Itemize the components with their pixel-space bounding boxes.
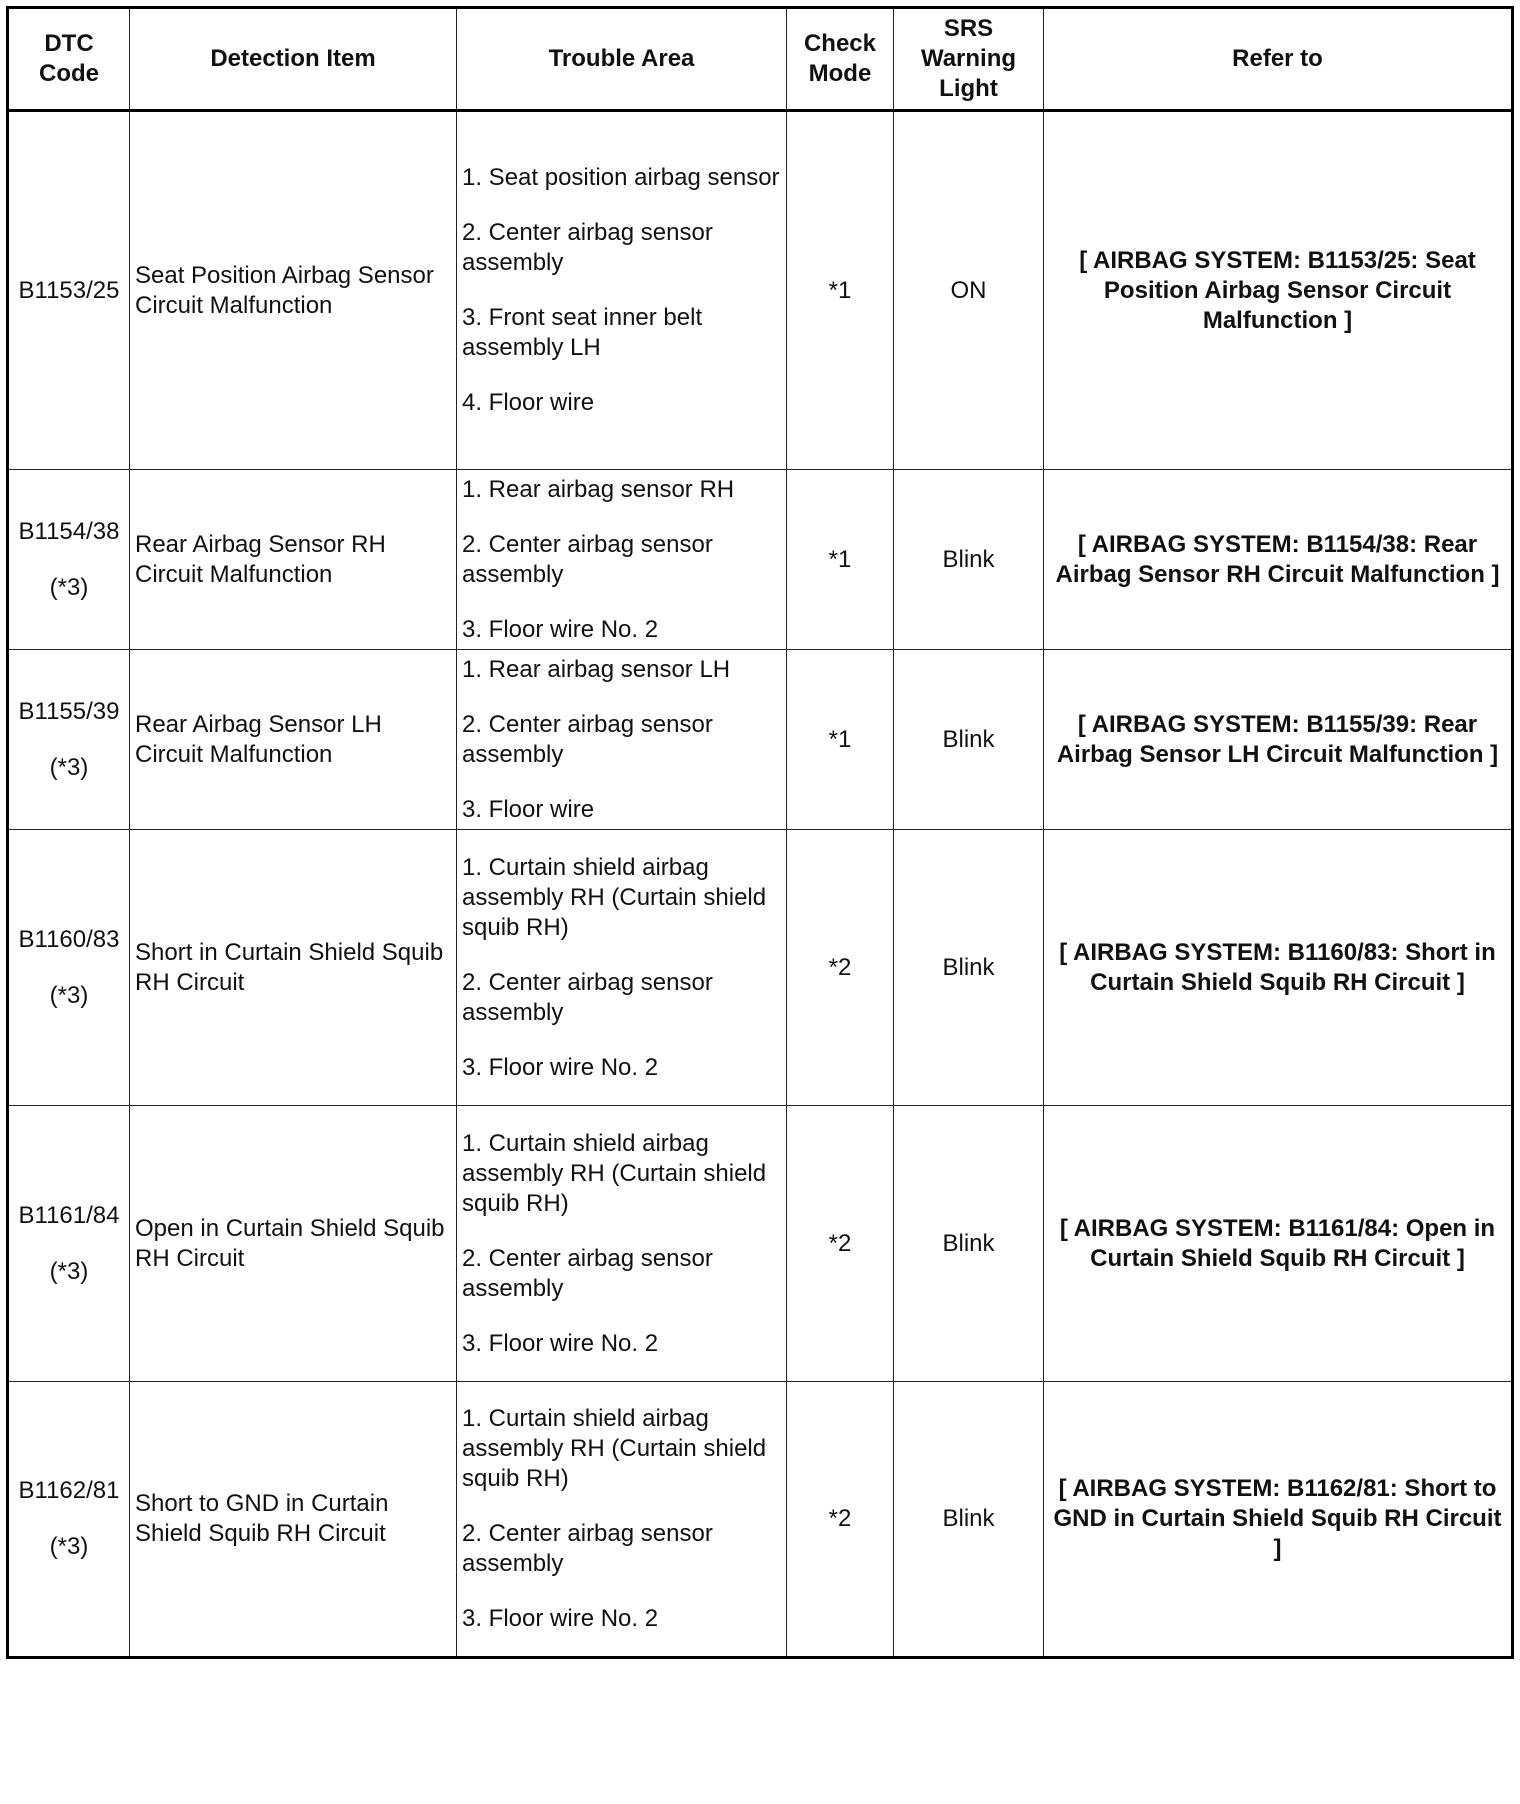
header-refer-to: Refer to xyxy=(1044,8,1513,111)
table-row xyxy=(8,111,1513,470)
srs-warning-light: Blink xyxy=(894,650,1044,830)
refer-to-link[interactable]: [ AIRBAG SYSTEM: B1153/25: Seat Position Airbag Sensor Circuit Malfunction ] xyxy=(1044,111,1513,470)
table-row xyxy=(8,1382,1513,1658)
srs-warning-light: ON xyxy=(894,111,1044,470)
dtc-code: B1161/84 xyxy=(18,1201,120,1229)
dtc-code: B1162/81 xyxy=(18,1477,120,1504)
dtc-code-note: (*3) xyxy=(49,573,89,601)
table-body xyxy=(8,111,1513,1658)
refer-to-link[interactable]: [ AIRBAG SYSTEM: B1161/84: Open in Curtain Shield Squib RH Circuit ] xyxy=(1044,1106,1513,1382)
table-header-row xyxy=(8,8,1513,111)
trouble-area-cell xyxy=(457,470,787,650)
dtc-code-cell xyxy=(8,1382,130,1658)
trouble-area-step: 1. Curtain shield airbag assembly RH (Curtain shield squib RH) xyxy=(462,1405,767,1492)
dtc-code-note: (*3) xyxy=(49,1533,89,1560)
trouble-area-step: 3. Floor wire No. 2 xyxy=(462,615,659,643)
check-mode: *1 xyxy=(787,111,894,470)
detection-item: Short to GND in Curtain Shield Squib RH Circuit xyxy=(130,1382,457,1658)
trouble-area-step: 3. Front seat inner belt assembly LH xyxy=(462,304,703,361)
trouble-area-step: 3. Floor wire No. 2 xyxy=(462,1329,659,1357)
table-row xyxy=(8,830,1513,1106)
detection-item: Rear Airbag Sensor RH Circuit Malfunction xyxy=(130,470,457,650)
header-srs-warning-light: SRS Warning Light xyxy=(894,8,1044,111)
dtc-table xyxy=(6,6,1514,1659)
detection-item: Seat Position Airbag Sensor Circuit Malfunction xyxy=(130,111,457,470)
header-detection-item: Detection Item xyxy=(130,8,457,111)
dtc-code-note: (*3) xyxy=(49,981,89,1009)
trouble-area-step: 2. Center airbag sensor assembly xyxy=(462,968,713,1026)
dtc-code-note: (*3) xyxy=(49,1257,89,1285)
check-mode: *1 xyxy=(787,650,894,830)
srs-warning-light: Blink xyxy=(894,470,1044,650)
dtc-code-cell xyxy=(8,1106,130,1382)
trouble-area-step: 4. Floor wire xyxy=(462,389,595,416)
trouble-area-step: 1. Rear airbag sensor RH xyxy=(462,475,735,503)
table-row xyxy=(8,470,1513,650)
check-mode: *1 xyxy=(787,470,894,650)
trouble-area-step: 1. Seat position airbag sensor xyxy=(462,164,780,191)
trouble-area-cell xyxy=(457,1106,787,1382)
header-trouble-area: Trouble Area xyxy=(457,8,787,111)
srs-warning-light: Blink xyxy=(894,1382,1044,1658)
trouble-area-cell xyxy=(457,111,787,470)
trouble-area-step: 1. Curtain shield airbag assembly RH (Curtain shield squib RH) xyxy=(462,853,767,941)
detection-item: Rear Airbag Sensor LH Circuit Malfunction xyxy=(130,650,457,830)
trouble-area-cell xyxy=(457,830,787,1106)
refer-to-link[interactable]: [ AIRBAG SYSTEM: B1155/39: Rear Airbag Sensor LH Circuit Malfunction ] xyxy=(1044,650,1513,830)
srs-warning-light: Blink xyxy=(894,1106,1044,1382)
dtc-code: B1155/39 xyxy=(18,697,120,725)
trouble-area-cell xyxy=(457,1382,787,1658)
dtc-code-cell xyxy=(8,650,130,830)
detection-item: Open in Curtain Shield Squib RH Circuit xyxy=(130,1106,457,1382)
trouble-area-step: 2. Center airbag sensor assembly xyxy=(462,710,713,768)
trouble-area-step: 3. Floor wire xyxy=(462,795,595,823)
dtc-code-note: (*3) xyxy=(49,753,89,781)
trouble-area-step: 2. Center airbag sensor assembly xyxy=(462,219,713,276)
dtc-code-cell xyxy=(8,470,130,650)
dtc-code: B1153/25 xyxy=(18,276,120,304)
dtc-code: B1154/38 xyxy=(18,517,120,545)
check-mode: *2 xyxy=(787,830,894,1106)
trouble-area-cell xyxy=(457,650,787,830)
check-mode: *2 xyxy=(787,1106,894,1382)
refer-to-link[interactable]: [ AIRBAG SYSTEM: B1162/81: Short to GND in Curtain Shield Squib RH Circuit ] xyxy=(1044,1382,1513,1658)
header-check-mode: Check Mode xyxy=(787,8,894,111)
trouble-area-step: 3. Floor wire No. 2 xyxy=(462,1605,659,1632)
srs-warning-light: Blink xyxy=(894,830,1044,1106)
trouble-area-step: 3. Floor wire No. 2 xyxy=(462,1053,659,1081)
trouble-area-step: 1. Curtain shield airbag assembly RH (Curtain shield squib RH) xyxy=(462,1129,767,1217)
table-row xyxy=(8,650,1513,830)
dtc-code-cell xyxy=(8,830,130,1106)
refer-to-link[interactable]: [ AIRBAG SYSTEM: B1160/83: Short in Curtain Shield Squib RH Circuit ] xyxy=(1044,830,1513,1106)
dtc-code: B1160/83 xyxy=(18,925,120,953)
trouble-area-step: 2. Center airbag sensor assembly xyxy=(462,530,713,588)
header-dtc-code: DTC Code xyxy=(8,8,130,111)
detection-item: Short in Curtain Shield Squib RH Circuit xyxy=(130,830,457,1106)
dtc-code-cell xyxy=(8,111,130,470)
trouble-area-step: 2. Center airbag sensor assembly xyxy=(462,1244,713,1302)
table-row xyxy=(8,1106,1513,1382)
refer-to-link[interactable]: [ AIRBAG SYSTEM: B1154/38: Rear Airbag Sensor RH Circuit Malfunction ] xyxy=(1044,470,1513,650)
trouble-area-step: 1. Rear airbag sensor LH xyxy=(462,655,731,683)
trouble-area-step: 2. Center airbag sensor assembly xyxy=(462,1520,713,1577)
check-mode: *2 xyxy=(787,1382,894,1658)
